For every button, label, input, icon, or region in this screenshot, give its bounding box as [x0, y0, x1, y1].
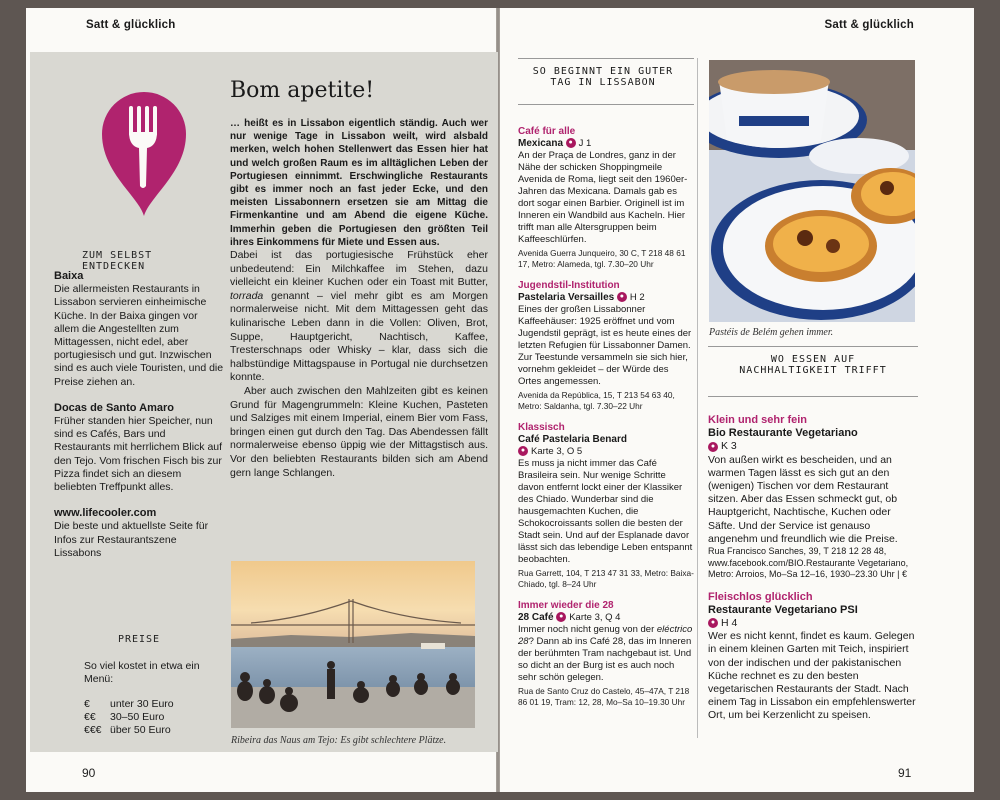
map-pin-icon: ●	[617, 292, 627, 302]
price-list	[84, 698, 214, 738]
restaurant-name: Restaurante Vegetariano PSI	[708, 603, 858, 616]
cafe-text: Eines der großen Lissabonner Kaffeehäuser: 1925 eröffnet und vom Jugendstil geprägt, ist es heute eines der letzten Refugien für Lissabonner Damen. Zur Teestunde versammeln sie sich hier, vornehm gekleidet – der Würde des Ortes angemessen.	[518, 304, 692, 387]
map-reference: Karte 3, Q 4	[569, 612, 621, 623]
restaurant-name: Bio Restaurante Vegetariano	[708, 427, 858, 440]
restaurant-entry	[708, 414, 918, 581]
restaurant-category: Fleischlos glücklich	[708, 590, 813, 603]
cafe-category: Café für alle	[518, 126, 576, 137]
river-photo	[231, 561, 475, 728]
text-run: Immer noch nicht genug von der	[518, 624, 657, 635]
price-row	[84, 711, 214, 724]
sustain-heading: WO ESSEN AUF NACHHALTIGKEIT TRIFFT	[739, 354, 887, 376]
article	[230, 78, 488, 480]
cafe-name: Mexicana	[518, 138, 564, 149]
map-pin-icon: ●	[708, 442, 718, 452]
map-pin-icon: ●	[566, 138, 576, 148]
article-paragraph: Aber auch zwischen den Mahlzeiten gibt es keinen Grund für Magengrummeln: Kleine Kuchen, Pasteten und Salziges mit einem Imperial, einem Bier vom Fass, bringen einen gut durch den Tag. Das Abendessen fällt normalerweise ebenso üppig wie der Mittagstisch aus. Vor den beliebten Restaurants bilden sich am Abend gern lange Schlangen.	[230, 384, 488, 479]
cafe-category: Jugendstil-Institution	[518, 280, 620, 291]
page-header: Satt & glücklich	[824, 19, 914, 31]
cafe-entry	[518, 126, 694, 269]
price-symbol: €€€	[84, 724, 102, 737]
prices-intro: So viel kostet in etwa ein Menü:	[84, 660, 200, 686]
price-range: unter 30 Euro	[110, 698, 174, 710]
text-run: genannt – viel mehr gibt es am Morgen normalerweise nicht. Mit dem Mittagessen geht das kulinarische Leben dann in die Vollen: Oliven, Brot, Suppe, Hauptgericht, Nachtisch, Kaffee, Tresterschnaps oder Whisky – klar, dass sich die halbstündige Mittagspause in Portugal nie durchsetzen konnte.	[230, 289, 488, 384]
article-lead: … heißt es in Lissabon eigentlich ständig. Auch wer nur wenige Tage in Lissabon weilt, wird alsbald merken, welch hohen Stellenwert das Essen hier hat und welch großen Raum es im alltäglichen Leben der Portugiesen einnimmt. Erschwingliche Restaurants gibt es immer noch an fast jeder Ecke, und den meisten Lissabonnern ersetzen sie am Mittag die Firmenkantine und am Abend die eigene Küche. Immerhin geben die Portugiesen den größten Teil ihres Einkommens für Miete und Essen aus.	[230, 118, 488, 248]
divider	[708, 396, 918, 397]
photo-caption: Pastéis de Belém gehen immer.	[709, 327, 834, 338]
restaurant-address: Rua Francisco Sanches, 39, T 218 12 28 48, www.facebook.com/BIO.Restaurante Vegetariano, Metro: Arroios, Mo–Sa 12–16, 1930–23.30 Uhr | €	[708, 546, 909, 580]
tip	[54, 402, 224, 494]
text-emphasis: torrada	[230, 289, 264, 302]
restaurant-text: Wer es nicht kennt, findet es kaum. Gelegen in einem kleinen Garten mit Teich, inspiriert von der indischen und der pakistanischen Küche rechnet es zu den besten vegetarischen Restaurants der Stadt. Nach einem Tag in Lissabon ein empfehlenswerter Ort, um bei Kerzenlicht zu speisen.	[708, 630, 916, 722]
fork-pin-icon	[98, 86, 190, 218]
prices-label: PREISE	[117, 634, 161, 645]
morning-heading: SO BEGINNT EIN GUTER TAG IN LISSABON	[532, 66, 674, 88]
price-symbol: €€	[84, 711, 96, 724]
cafe-category: Immer wieder die 28	[518, 600, 614, 611]
tip-text: Die allermeisten Restaurants in Lissabon servieren einheimische Küche. In der Baixa gingen vor allem die Angestellten zum Mittagessen, nicht edel, aber portugiesisch und gut. Inzwischen sind es auch viele Touristen, und die Preise ziehen an.	[54, 283, 224, 388]
tip-title: Baixa	[54, 270, 84, 282]
text-run: Dabei ist das portugiesische Frühstück eher unbedeutend: Ein Milchkaffee im Stehen, dazu vielleicht ein kleiner Kuchen oder ein Toast mit Butter,	[230, 249, 488, 289]
article-title: Bom apetite!	[230, 78, 375, 103]
page-number: 90	[82, 766, 96, 780]
map-reference: Karte 3, O 5	[531, 446, 583, 457]
price-row	[84, 724, 214, 737]
cafe-text: Es muss ja nicht immer das Café Brasileira sein. Nur wenige Schritte davon entfernt lockt einer der Klassiker des Chiado. Wunderbar sind die hausgemachten Kuchen, die Schokocroissants sollen die besten der Stadt sein. Und auf der Esplanade davor lässt sich das lebendige Leben entspannt beobachten.	[518, 458, 693, 565]
photo-caption: Ribeira das Naus am Tejo: Es gibt schlechtere Plätze.	[231, 735, 447, 746]
article-paragraph	[230, 249, 488, 385]
price-range: 30–50 Euro	[110, 711, 165, 724]
cafe-address: Rua Garrett, 104, T 213 47 31 33, Metro: Baixa-Chiado, tgl. 8–24 Uhr	[518, 568, 694, 589]
price-range: über 50 Euro	[110, 724, 171, 737]
text-run: ? Dann ab ins Café 28, das im Inneren der berühmten Tram nachgebaut ist. Und so dicht an der Burg ist es auch noch sehr schön gelegen.	[518, 636, 692, 683]
veggie-list	[708, 414, 918, 723]
tip-title[interactable]: www.lifecooler.com	[54, 507, 157, 520]
map-reference: K 3	[721, 440, 737, 453]
section-label: ZUM SELBST ENTDECKEN	[82, 250, 153, 272]
cafe-name: Pastelaria Versailles	[518, 292, 615, 303]
cafe-address: Rua de Santo Cruz do Castelo, 45–47A, T 218 86 01 19, Tram: 12, 28, Mo–Sa 10–19.30 Uhr	[518, 686, 690, 707]
cafe-text: An der Praça de Londres, ganz in der Nähe der schicken Shoppingmeile Avenida de Roma, liegt seit den 1960er-Jahren das Mexicana. Damals gab es dort sogar einen Barbier. Originell ist im Inneren ein Wandbild aus Kacheln. Hier trifft man alle Altersgruppen beim Kaffeeschlürfen.	[518, 150, 688, 245]
pastry-photo-illustration	[709, 60, 915, 322]
column-divider	[697, 58, 698, 738]
page-header: Satt & glücklich	[86, 19, 176, 31]
cafe-address: Avenida Guerra Junqueiro, 30 C, T 218 48 61 17, Metro: Alameda, tgl. 7.30–20 Uhr	[518, 248, 686, 269]
page-number: 91	[898, 766, 912, 780]
divider	[708, 346, 918, 347]
cafe-entry	[518, 280, 694, 411]
price-row	[84, 698, 214, 711]
article-body	[230, 117, 488, 480]
map-pin-icon: ●	[556, 612, 566, 622]
cafe-entry	[518, 600, 694, 707]
text-emphasis: eléctrico 28	[518, 624, 693, 647]
cafe-entry	[518, 422, 694, 589]
cafe-list	[518, 126, 694, 718]
divider	[518, 104, 694, 105]
cafe-address: Avenida da República, 15, T 213 54 63 40, Metro: Saldanha, tgl. 7.30–22 Uhr	[518, 390, 675, 411]
tip	[54, 270, 224, 389]
divider	[518, 58, 694, 59]
tip	[54, 507, 224, 560]
cafe-name: 28 Café	[518, 612, 554, 623]
cafe-category: Klassisch	[518, 422, 565, 433]
map-reference: H 2	[629, 292, 645, 303]
pastry-photo	[709, 60, 915, 322]
map-pin-icon: ●	[518, 446, 528, 456]
tips-sidebar	[54, 270, 224, 573]
cafe-name: Café Pastelaria Benard	[518, 434, 627, 445]
tip-text: Früher standen hier Speicher, nun sind es Cafés, Bars und Restaurants mit herrlichem Blick auf den Tejo. Vom frischen Fisch bis zur Pizza findet sich an diesem beliebten Treffpunkt alles.	[54, 415, 223, 494]
map-pin-icon: ●	[708, 618, 718, 628]
tip-text: Die beste und aktuellste Seite für Infos zur Restaurantszene Lissabons	[54, 520, 209, 559]
restaurant-category: Klein und sehr fein	[708, 414, 808, 426]
tip-title: Docas de Santo Amaro	[54, 401, 175, 414]
price-symbol: €	[84, 698, 90, 710]
map-reference: H 4	[721, 616, 738, 629]
restaurant-entry	[708, 591, 918, 723]
map-reference: J 1	[578, 138, 592, 149]
cafe-text	[518, 624, 694, 684]
restaurant-text: Von außen wirkt es bescheiden, und an warmen Tagen lässt es sich gut an den (wenigen) Tischen vor dem Restaurant sitzen. Aber das Essen schmeckt gut, ob Hauptgericht, Nachtische, Kuchen oder Säfte. Und der Service ist genauso angenehm und freundlich wie die Preise.	[708, 453, 898, 545]
river-photo-illustration	[231, 561, 475, 728]
